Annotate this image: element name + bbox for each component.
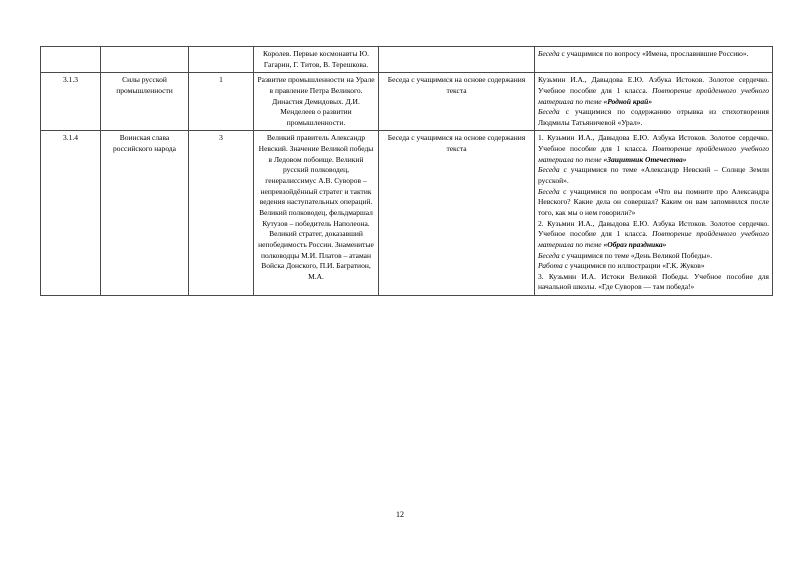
cell-theme: Силы русской промышленности: [101, 73, 189, 131]
cell-hours: 1: [189, 73, 254, 131]
cell-code: 3.1.3: [41, 73, 101, 131]
cell-code: 3.1.4: [41, 131, 101, 296]
cell-content: Королев. Первые космонавты Ю. Гагарин, Г. Титов, В. Терешкова.: [254, 47, 379, 73]
table-row: [41, 131, 773, 296]
cell-resources: Беседа с учащимися по вопросу «Имена, прославившие Россию».: [535, 47, 773, 73]
table-row: [41, 47, 773, 73]
cell-hours: 3: [189, 131, 254, 296]
cell-theme: [101, 47, 189, 73]
cell-content: Развитие промышленности на Урале в правление Петра Великого. Династия Демидовых. Д.И. Менделеев о развитии промышленности.: [254, 73, 379, 131]
table-row: [41, 73, 773, 131]
curriculum-table: [40, 46, 773, 296]
cell-theme: Воинская слава российского народа: [101, 131, 189, 296]
cell-activity: Беседа с учащимися на основе содержания текста: [379, 131, 535, 296]
cell-resources: 1. Кузьмин И.А., Давыдова Е.Ю. Азбука Истоков. Золотое сердечко. Учебное пособие для 1 класса. Повторение пройденного учебного материала по теме «Защитник Отечества» Беседа с учащимися по теме «Александр Невский – Солнце Земли русской». Беседа с учащимися по вопросам «Что вы помните про Александра Невского? Какие дела он совершал? Каким он вам запомнился после того, как мы о нем говорили?» 2. Кузьмин И.А., Давыдова Е.Ю. Азбука Истоков. Золотое сердечко. Учебное пособие для 1 класса. Повторение пройденного учебного материала по теме «Образ праздника» Беседа с учащимися по теме «День Великой Победы». Работа с учащимися по иллюстрации «Г.К. Жуков» 3. Кузьмин И.А. Истоки Великой Победы. Учебное пособие для начальной школы. «Где Суворов — там победа!»: [535, 131, 773, 296]
table-body: [41, 47, 773, 296]
page-number: 12: [396, 510, 404, 519]
cell-activity: Беседа с учащимися на основе содержания текста: [379, 73, 535, 131]
cell-content: Великий правитель Александр Невский. Значение Великой победы в Ледовом побоище. Великий русский полководец, генералиссимус А.В. Суворов – непревзойдённый стратег и тактик ведения наступательных операций. Великий полководец, фельдмаршал Кутузов – победитель Наполеона. Великий стратег, доказавший непобедимость России. Знаменитые полководцы М.И. Платов – атаман Войска Донского, П.И. Багратион, М.А.: [254, 131, 379, 296]
cell-resources: Кузьмин И.А., Давыдова Е.Ю. Азбука Истоков. Золотое сердечко. Учебное пособие для 1 класса. Повторение пройденного учебного материала по теме «Родной край» Беседа с учащимися по содержанию отрывка из стихотворения Людмилы Татьяничевой «Урал».: [535, 73, 773, 131]
cell-hours: [189, 47, 254, 73]
cell-code: [41, 47, 101, 73]
cell-activity: [379, 47, 535, 73]
